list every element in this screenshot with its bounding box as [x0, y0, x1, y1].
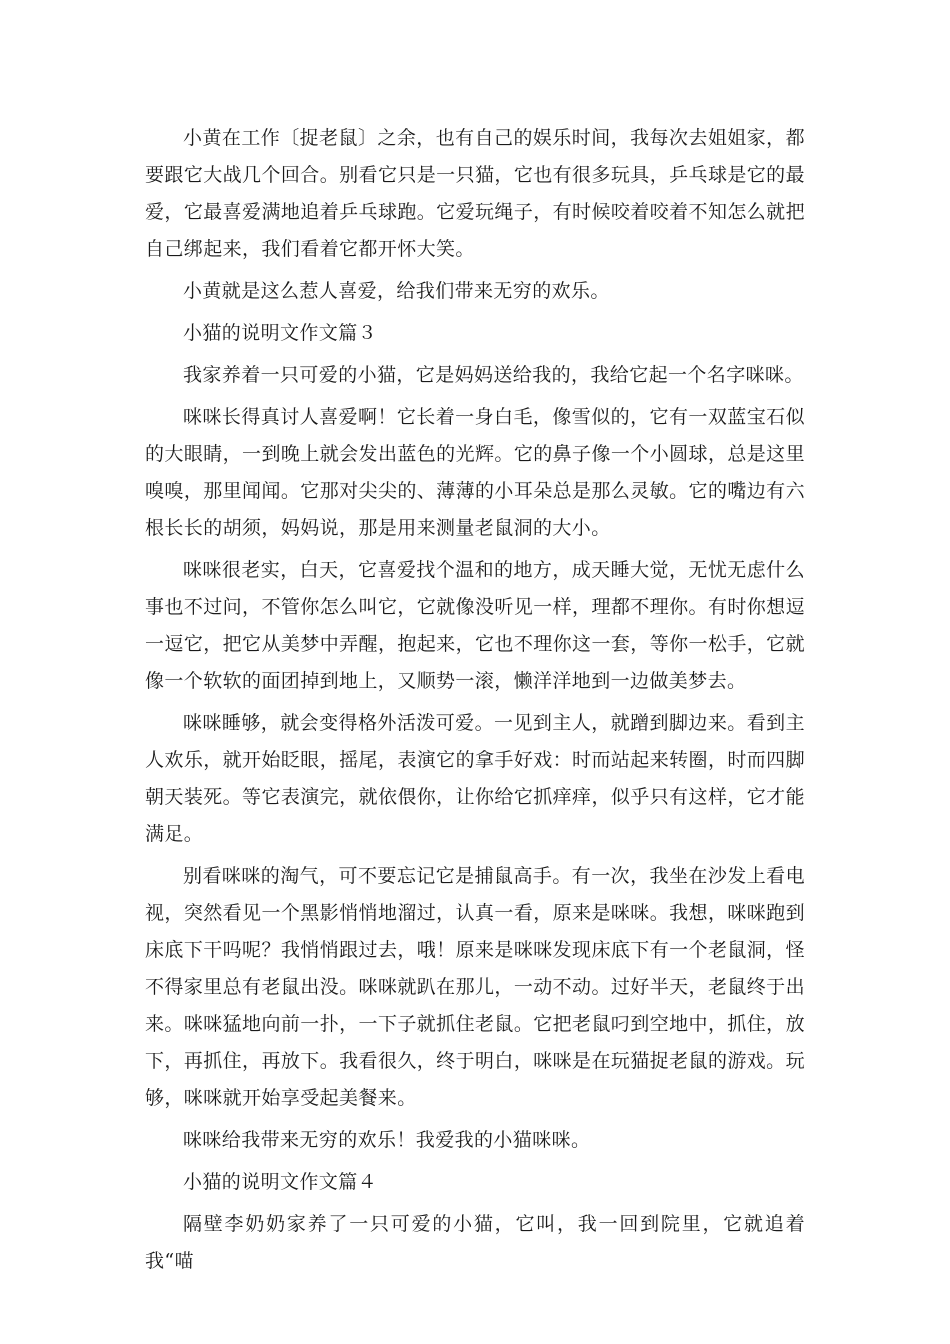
paragraph: 咪咪给我带来无穷的欢乐！我爱我的小猫咪咪。 [183, 1129, 591, 1151]
paragraph: 咪咪长得真讨人喜爱啊！它长着一身白毛，像雪似的，它有一双蓝宝石似的大眼睛，一到晚上就会发出蓝色的光辉。它的鼻子像一个小圆球，总是这里嗅嗅，那里闻闻。它那对尖尖的、薄薄的小耳朵总是那么灵敏。它的嘴边有六根长长的胡须，妈妈说，那是用来测量老鼠洞的大小。 [145, 406, 805, 539]
paragraph: 小黄在工作〔捉老鼠〕之余，也有自己的娱乐时间，我每次去姐姐家，都要跟它大战几个回合。别看它只是一只猫，它也有很多玩具，乒乓球是它的最爱，它最喜爱满地追着乒乓球跑。它爱玩绳子，有时候咬着咬着不知怎么就把自己绑起来，我们看着它都开怀大笑。 [145, 127, 805, 260]
section-heading: 小猫的说明文作文篇４ [183, 1171, 378, 1193]
paragraph: 我家养着一只可爱的小猫，它是妈妈送给我的，我给它起一个名字咪咪。 [183, 364, 804, 386]
paragraph: 咪咪睡够，就会变得格外活泼可爱。一见到主人，就蹭到脚边来。看到主人欢乐，就开始眨眼，摇尾，表演它的拿手好戏：时而站起来转圈，时而四脚朝天装死。等它表演完，就依偎你，让你给它抓痒痒，似乎只有这样，它才能满足。 [145, 712, 805, 845]
document-body [145, 120, 805, 1285]
paragraph: 隔壁李奶奶家养了一只可爱的小猫，它叫，我一回到院里，它就追着我“喵 [145, 1213, 805, 1272]
section-heading: 小猫的说明文作文篇３ [183, 322, 378, 344]
paragraph: 别看咪咪的淘气，可不要忘记它是捕鼠高手。有一次，我坐在沙发上看电视，突然看见一个黑影悄悄地溜过，认真一看，原来是咪咪。我想，咪咪跑到床底下干吗呢？我悄悄跟过去，哦！原来是咪咪发现床底下有一个老鼠洞，怪不得家里总有老鼠出没。咪咪就趴在那儿，一动不动。过好半天，老鼠终于出来。咪咪猛地向前一扑，一下子就抓住老鼠。它把老鼠叼到空地中，抓住，放下，再抓住，再放下。我看很久，终于明白，咪咪是在玩猫捉老鼠的游戏。玩够，咪咪就开始享受起美餐来。 [145, 865, 805, 1109]
paragraph: 咪咪很老实，白天，它喜爱找个温和的地方，成天睡大觉，无忧无虑什么事也不过问，不管你怎么叫它，它就像没听见一样，理都不理你。有时你想逗一逗它，把它从美梦中弄醒，抱起来，它也不理你这一套，等你一松手，它就像一个软软的面团掉到地上，又顺势一滚，懒洋洋地到一边做美梦去。 [145, 559, 805, 692]
paragraph: 小黄就是这么惹人喜爱，给我们带来无穷的欢乐。 [183, 280, 610, 302]
